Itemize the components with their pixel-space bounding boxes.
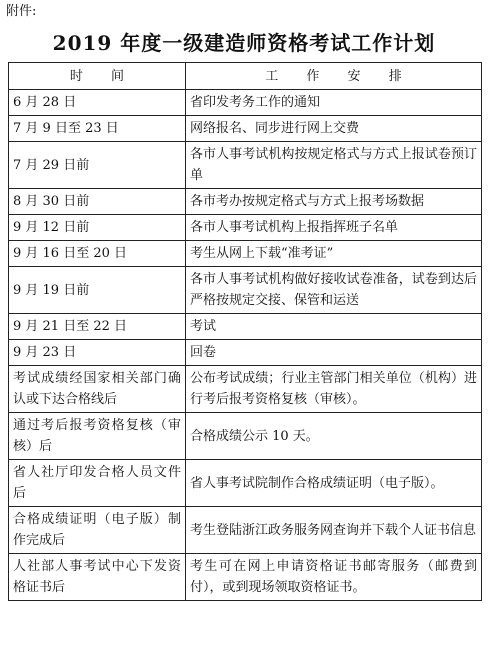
row-task: 省人事考试院制作合格成绩证明（电子版）。 (186, 460, 482, 507)
row-task: 考试 (186, 314, 482, 340)
header-task: 工 作 安 排 (186, 63, 482, 90)
row-task: 回卷 (186, 340, 482, 366)
table-row (9, 142, 482, 189)
table-row (9, 189, 482, 215)
row-task: 各市人事考试机构上报指挥班子名单 (186, 215, 482, 241)
row-task: 合格成绩公示 10 天。 (186, 413, 482, 460)
schedule-table (8, 62, 482, 601)
row-time: 合格成绩证明（电子版）制作完成后 (9, 507, 186, 554)
table-row (9, 215, 482, 241)
row-time: 省人社厅印发合格人员文件后 (9, 460, 186, 507)
table-row (9, 267, 482, 314)
row-time: 7 月 9 日至 23 日 (9, 116, 186, 142)
table-header-row (9, 63, 482, 90)
row-task: 公布考试成绩；行业主管部门相关单位（机构）进行考后报考资格复核（审核）。 (186, 366, 482, 413)
row-time: 通过考后报考资格复核（审核）后 (9, 413, 186, 460)
row-time: 9 月 12 日前 (9, 215, 186, 241)
table-row (9, 340, 482, 366)
row-time: 9 月 19 日前 (9, 267, 186, 314)
row-time: 7 月 29 日前 (9, 142, 186, 189)
row-task: 考生登陆浙江政务服务网查询并下载个人证书信息 (186, 507, 482, 554)
header-time: 时 间 (9, 63, 186, 90)
row-time: 6 月 28 日 (9, 90, 186, 116)
row-time: 9 月 23 日 (9, 340, 186, 366)
row-time: 9 月 21 日至 22 日 (9, 314, 186, 340)
row-task: 各市人事考试机构做好接收试卷准备，试卷到达后严格按规定交接、保管和运送 (186, 267, 482, 314)
table-row (9, 241, 482, 267)
table-row (9, 413, 482, 460)
table-row (9, 460, 482, 507)
row-time: 8 月 30 日前 (9, 189, 186, 215)
table-row (9, 366, 482, 413)
row-time: 考试成绩经国家相关部门确认或下达合格线后 (9, 366, 186, 413)
table-row (9, 90, 482, 116)
row-time: 9 月 16 日至 20 日 (9, 241, 186, 267)
table-row (9, 116, 482, 142)
table-row (9, 507, 482, 554)
row-task: 考生从网上下载“准考证” (186, 241, 482, 267)
row-task: 考生可在网上申请资格证书邮寄服务（邮费到付），或到现场领取资格证书。 (186, 554, 482, 601)
row-time: 人社部人事考试中心下发资格证书后 (9, 554, 186, 601)
row-task: 各市考办按规定格式与方式上报考场数据 (186, 189, 482, 215)
row-task: 省印发考务工作的通知 (186, 90, 482, 116)
page-title: 2019 年度一级建造师资格考试工作计划 (52, 31, 436, 55)
attachment-label: 附件: (6, 4, 37, 19)
row-task: 各市人事考试机构按规定格式与方式上报试卷预订单 (186, 142, 482, 189)
table-row (9, 554, 482, 601)
row-task: 网络报名、同步进行网上交费 (186, 116, 482, 142)
table-row (9, 314, 482, 340)
